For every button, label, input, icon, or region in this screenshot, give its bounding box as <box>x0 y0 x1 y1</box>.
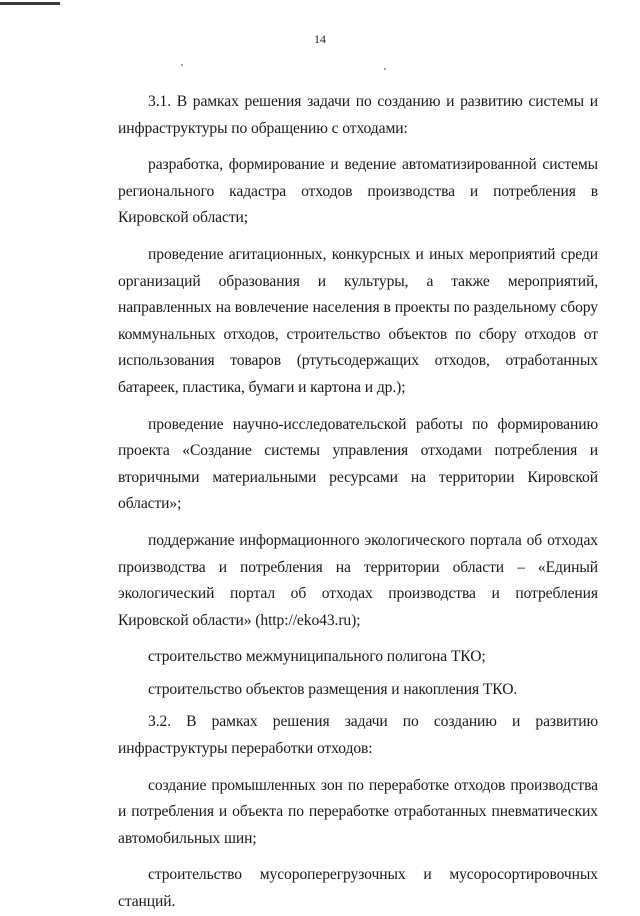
paragraph-research: проведение научно-исследовательской работы по формированию проекта «Создание системы управления отходами потребления и вторичными материальными ресурсами на территории Кировской области»; <box>118 415 598 513</box>
paragraph-industrial-zones: создание промышленных зон по переработке отходов производства и потребления и объекта по переработке отработанных пневматических автомобильных шин; <box>118 776 598 847</box>
page-number: 14 <box>314 32 326 46</box>
paragraph-3-1: 3.1. В рамках решения задачи по созданию и развитию системы и инфраструктуры по обращению с отходами: <box>118 93 598 137</box>
paragraph-storage: строительство объектов размещения и накопления ТКО. <box>148 680 518 698</box>
paragraph-landfill: строительство межмуниципального полигона ТКО; <box>148 648 486 666</box>
paragraph-3-2: 3.2. В рамках решения задачи по созданию и развитию инфраструктуры переработки отходов: <box>118 713 598 758</box>
paragraph-campaigns: проведение агитационных, конкурсных и иных мероприятий среди организаций образования и культуры, а также мероприятий, направленных на вовлечение населения в проекты по раздельному сбору коммунальных отходов, строительство объектов по сбору отходов от использования товаров (ртутьсодержащих отходов, отработанных батареек, пластика, бумаги и картона и др.); <box>118 245 598 396</box>
document-body <box>118 89 598 916</box>
paragraph-portal: поддержание информационного экологического портала об отходах производства и потребления на территории области – «Единый экологический портал об отходах производства и потребления Кировской области» (http://eko43.ru); <box>118 531 598 629</box>
scan-edge-line <box>0 2 60 5</box>
scan-speck <box>384 68 386 70</box>
paragraph-stations: строительство мусороперегрузочных и мусоросортировочных станций. <box>118 866 598 911</box>
paragraph-cadastre: разработка, формирование и ведение автоматизированной системы регионального кадастра отходов производства и потребления в Кировской области; <box>118 156 598 227</box>
scan-speck <box>181 64 183 66</box>
